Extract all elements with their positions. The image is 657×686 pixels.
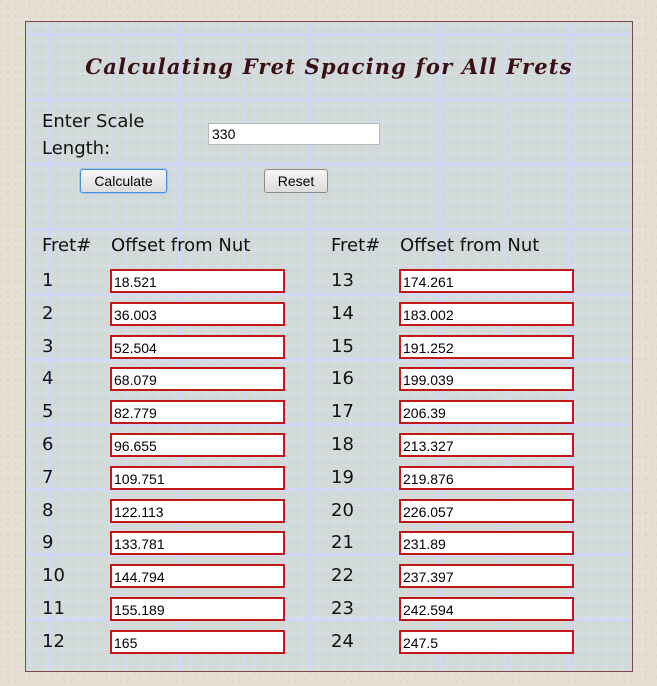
offset-header-left: Offset from Nut xyxy=(111,235,251,256)
fret-number: 18 xyxy=(331,434,354,455)
fret-number: 5 xyxy=(42,401,54,422)
fret-number: 9 xyxy=(42,532,54,553)
fret-offset-field[interactable]: 242.594 xyxy=(399,597,574,621)
fret-offset-field[interactable]: 247.5 xyxy=(399,630,574,654)
calculate-button[interactable]: Calculate xyxy=(80,169,167,193)
fret-number-header-left: Fret# xyxy=(42,235,92,256)
fret-number: 11 xyxy=(42,598,65,619)
fret-offset-field[interactable]: 122.113 xyxy=(110,499,285,523)
fret-offset-field[interactable]: 199.039 xyxy=(399,367,574,391)
fret-offset-field[interactable]: 165 xyxy=(110,630,285,654)
fret-number: 2 xyxy=(42,303,54,324)
fret-offset-field[interactable]: 219.876 xyxy=(399,466,574,490)
fret-offset-field[interactable]: 226.057 xyxy=(399,499,574,523)
offset-header-right: Offset from Nut xyxy=(400,235,540,256)
fret-number: 8 xyxy=(42,500,54,521)
fret-offset-field[interactable]: 36.003 xyxy=(110,302,285,326)
fret-number: 13 xyxy=(331,270,354,291)
fret-offset-field[interactable]: 191.252 xyxy=(399,335,574,359)
fret-offset-field[interactable]: 237.397 xyxy=(399,564,574,588)
fret-number: 19 xyxy=(331,467,354,488)
fret-number: 15 xyxy=(331,336,354,357)
fret-offset-field[interactable]: 183.002 xyxy=(399,302,574,326)
fret-number: 3 xyxy=(42,336,54,357)
scale-length-input[interactable] xyxy=(208,123,380,145)
page-title: Calculating Fret Spacing for All Frets xyxy=(85,54,573,79)
fret-offset-field[interactable]: 109.751 xyxy=(110,466,285,490)
fret-offset-field[interactable]: 18.521 xyxy=(110,269,285,293)
fret-number: 17 xyxy=(331,401,354,422)
fret-number: 10 xyxy=(42,565,65,586)
fret-offset-field[interactable]: 68.079 xyxy=(110,367,285,391)
fret-number: 14 xyxy=(331,303,354,324)
fret-offset-field[interactable]: 231.89 xyxy=(399,531,574,555)
fret-offset-field[interactable]: 206.39 xyxy=(399,400,574,424)
fret-number: 1 xyxy=(42,270,54,291)
fret-offset-field[interactable]: 155.189 xyxy=(110,597,285,621)
fret-offset-field[interactable]: 96.655 xyxy=(110,433,285,457)
fret-number: 20 xyxy=(331,500,354,521)
fret-number: 21 xyxy=(331,532,354,553)
fret-number: 12 xyxy=(42,631,65,652)
fret-offset-field[interactable]: 174.261 xyxy=(399,269,574,293)
fret-offset-field[interactable]: 213.327 xyxy=(399,433,574,457)
reset-button[interactable]: Reset xyxy=(264,169,328,193)
fret-offset-field[interactable]: 133.781 xyxy=(110,531,285,555)
fret-number: 4 xyxy=(42,368,54,389)
fret-number: 23 xyxy=(331,598,354,619)
fret-offset-field[interactable]: 144.794 xyxy=(110,564,285,588)
fret-number: 16 xyxy=(331,368,354,389)
scale-length-label: Enter Scale Length: xyxy=(42,111,145,159)
fret-offset-field[interactable]: 52.504 xyxy=(110,335,285,359)
fret-number: 24 xyxy=(331,631,354,652)
fret-number: 22 xyxy=(331,565,354,586)
calculator-panel xyxy=(25,21,633,672)
fret-offset-field[interactable]: 82.779 xyxy=(110,400,285,424)
fret-number: 7 xyxy=(42,467,54,488)
fret-number: 6 xyxy=(42,434,54,455)
fret-number-header-right: Fret# xyxy=(331,235,381,256)
